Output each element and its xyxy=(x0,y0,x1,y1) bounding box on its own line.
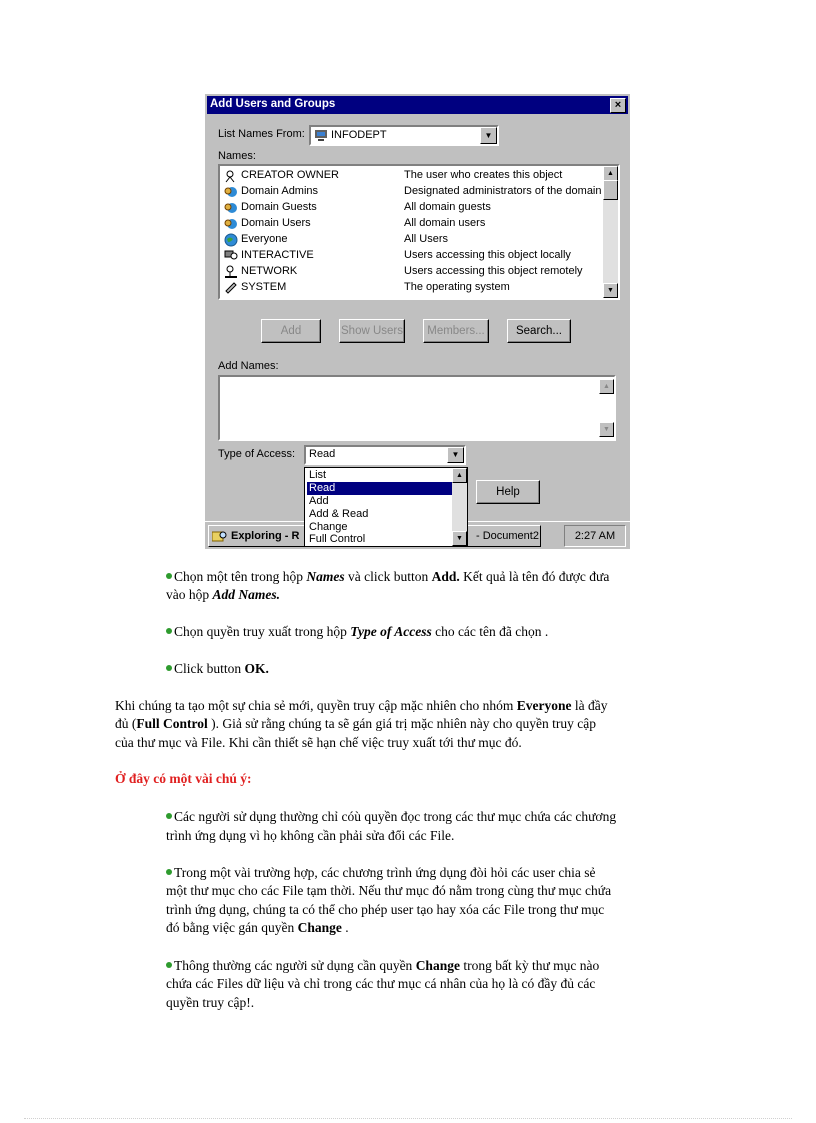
chevron-down-icon[interactable]: ▼ xyxy=(447,447,464,463)
globe-icon xyxy=(224,233,238,247)
document-label: - Document2 xyxy=(476,530,539,542)
access-option[interactable]: Full Control xyxy=(309,533,366,545)
note-1-line-1: Các người sử dụng thường chỉ cóù quyền đọc trong các thư mục chứa các chương xyxy=(166,808,616,826)
network-user-icon xyxy=(224,265,238,279)
list-item[interactable] xyxy=(222,200,592,216)
list-names-from-label: List Names From: xyxy=(218,128,305,140)
paragraph-1-line-1: Khi chúng ta tạo một sự chia sẻ mới, quyền truy cập mặc nhiên cho nhóm Everyone là đầy xyxy=(115,698,608,713)
note-2-line-2: một thư mục cho các File tạm thời. Nếu thư mục đó nằm trong cùng thư mục chứa xyxy=(166,883,612,898)
desc-text: Designated administrators of the domain xyxy=(404,185,602,197)
system-icon xyxy=(224,281,238,295)
name-text: SYSTEM xyxy=(241,281,287,293)
exploring-label: Exploring - R xyxy=(231,530,300,542)
desc-text: Users accessing this object locally xyxy=(404,249,571,261)
dialog-title: Add Users and Groups xyxy=(210,98,336,110)
list-item[interactable] xyxy=(222,184,602,200)
add-names-input[interactable] xyxy=(218,375,616,441)
dropdown-scrollbar[interactable] xyxy=(452,468,467,546)
list-item[interactable] xyxy=(222,264,592,280)
notes-heading: Ở đây có một vài chú ý: xyxy=(115,771,252,786)
group-globe-icon xyxy=(224,201,238,215)
page-bottom-divider xyxy=(24,1118,792,1119)
bullet-3: Click button OK. xyxy=(166,660,269,678)
bullet-icon xyxy=(166,869,172,875)
desc-text: All domain users xyxy=(404,217,486,229)
type-of-access-combo[interactable] xyxy=(304,445,466,465)
access-dropdown-list[interactable] xyxy=(304,467,468,547)
name-text: Domain Admins xyxy=(241,185,319,197)
interactive-user-icon xyxy=(224,249,238,263)
bullet-icon xyxy=(166,573,172,579)
name-text: CREATOR OWNER xyxy=(241,169,339,181)
paragraph-1-line-2: đủ (Full Control ). Giả sử rằng chúng ta sẽ gán giá trị mặc nhiên này cho quyền truy cập xyxy=(115,716,596,731)
name-text: Domain Guests xyxy=(241,201,317,213)
bullet-icon xyxy=(166,813,172,819)
list-item[interactable] xyxy=(222,248,592,264)
scroll-up-icon[interactable]: ▲ xyxy=(599,379,614,394)
add-users-dialog xyxy=(205,94,630,549)
chevron-down-icon[interactable]: ▼ xyxy=(480,127,497,144)
add-names-label: Add Names: xyxy=(218,360,279,372)
close-button[interactable]: × xyxy=(610,98,626,113)
scroll-thumb[interactable] xyxy=(603,180,618,200)
add-names-scrollbar[interactable] xyxy=(599,377,614,439)
help-button[interactable]: Help xyxy=(476,480,540,504)
folder-magnifier-icon xyxy=(212,529,228,543)
creator-owner-icon xyxy=(224,169,238,183)
names-list[interactable] xyxy=(218,164,620,300)
list-item[interactable] xyxy=(222,168,592,184)
note-2-line-3: trình ứng dụng, chúng ta có thể cho phép user tạo hay xóa các File trong thư mục xyxy=(166,902,605,917)
list-names-from-value: INFODEPT xyxy=(331,129,387,141)
names-label: Names: xyxy=(218,150,256,162)
scroll-up-icon[interactable]: ▲ xyxy=(452,468,467,483)
paragraph-1-line-3: của thư mục và File. Khi cần thiết sẽ hạn chế việc truy xuất tới thư mục đó. xyxy=(115,735,522,750)
document-task-button[interactable] xyxy=(461,525,541,547)
bullet-2: Chọn quyền truy xuất trong hộp Type of Access cho các tên đã chọn . xyxy=(166,623,548,641)
clock: 2:27 AM xyxy=(564,525,626,547)
list-item[interactable] xyxy=(222,280,592,296)
bullet-icon xyxy=(166,665,172,671)
name-text: INTERACTIVE xyxy=(241,249,314,261)
name-text: NETWORK xyxy=(241,265,298,277)
search-button[interactable]: Search... xyxy=(507,319,571,343)
note-3-line-3: quyền truy cập!. xyxy=(166,995,255,1010)
bullet-icon xyxy=(166,628,172,634)
access-option[interactable]: Add xyxy=(309,495,329,507)
note-3-line-1: Thông thường các người sử dụng cần quyền Change trong bất kỳ thư mục nào xyxy=(166,957,599,975)
domain-icon xyxy=(314,129,328,141)
list-names-from-combo[interactable] xyxy=(309,125,499,146)
name-text: Domain Users xyxy=(241,217,311,229)
scroll-down-icon[interactable]: ▼ xyxy=(452,531,467,546)
exploring-task-button[interactable] xyxy=(208,525,306,547)
scroll-down-icon[interactable]: ▼ xyxy=(599,422,614,437)
desc-text: The operating system xyxy=(404,281,510,293)
desc-text: All domain guests xyxy=(404,201,491,213)
desc-text: Users accessing this object remotely xyxy=(404,265,583,277)
scroll-down-icon[interactable]: ▼ xyxy=(603,283,618,298)
list-item[interactable] xyxy=(222,216,592,232)
type-of-access-label: Type of Access: xyxy=(218,448,296,460)
access-option[interactable]: Add & Read xyxy=(309,508,369,520)
access-option[interactable]: Change xyxy=(309,521,348,533)
note-2-line-4: đó bằng việc gán quyền Change . xyxy=(166,920,349,935)
names-scrollbar[interactable] xyxy=(603,166,618,298)
bullet-1-line-2: vào hộp Add Names. xyxy=(166,587,280,602)
bullet-1-line-1: Chọn một tên trong hộp Names và click button Add. Kết quả là tên đó được đưa xyxy=(166,568,609,586)
access-option[interactable]: List xyxy=(309,469,327,481)
note-3-line-2: chứa các Files dữ liệu và chỉ trong các thư mục cá nhân của họ là có đầy đủ các xyxy=(166,976,596,991)
note-2-line-1: Trong một vài trường hợp, các chương trình ứng dụng đòi hỏi các user chia sẻ xyxy=(166,864,596,882)
show-users-button[interactable]: Show Users xyxy=(339,319,405,343)
members-button[interactable]: Members... xyxy=(423,319,489,343)
access-option-selected[interactable]: Read xyxy=(307,482,452,495)
group-globe-icon xyxy=(224,217,238,231)
dialog-titlebar xyxy=(207,96,628,114)
bullet-icon xyxy=(166,962,172,968)
name-text: Everyone xyxy=(241,233,288,245)
note-1-line-2: trình ứng dụng vì họ không cần phải sửa đổi các File. xyxy=(166,828,455,843)
add-button[interactable]: Add xyxy=(261,319,321,343)
group-globe-icon xyxy=(224,185,238,199)
scroll-up-icon[interactable]: ▲ xyxy=(603,166,618,181)
list-item[interactable] xyxy=(222,232,592,248)
type-of-access-value: Read xyxy=(309,448,336,460)
desc-text: All Users xyxy=(404,233,449,245)
desc-text: The user who creates this object xyxy=(404,169,563,181)
